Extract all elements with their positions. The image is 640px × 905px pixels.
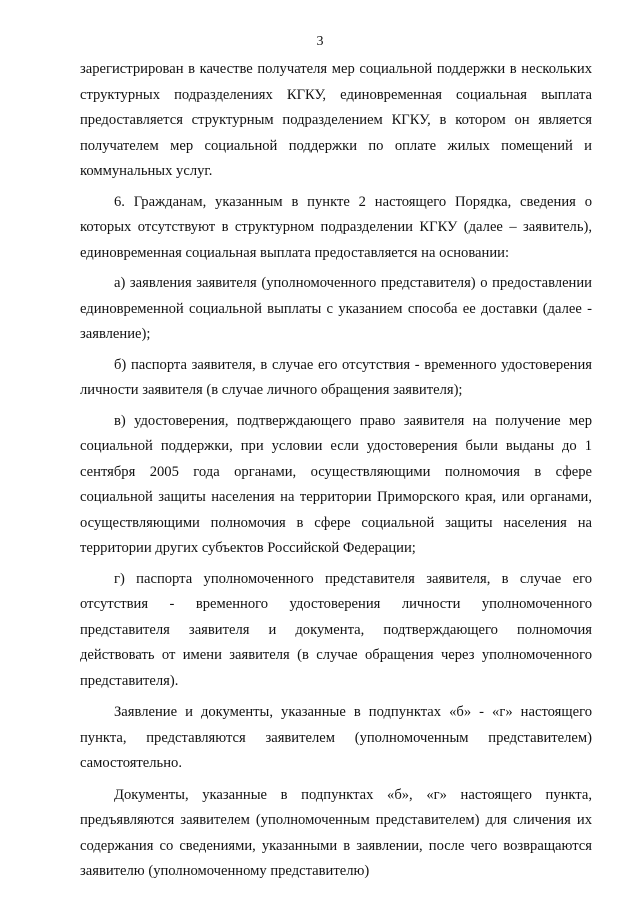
- paragraph-subitem-g: г) паспорта уполномоченного представителя заявителя, в случае его отсутствия - временного удостоверения личности уполномоченного представителя заявителя и документа, подтверждающего полномочия действовать от имени заявителя (в случае обращения через уполномоченного представителя).: [80, 570, 592, 689]
- paragraph-subitem-b: б) паспорта заявителя, в случае его отсутствия - временного удостоверения личности заявителя (в случае личного обращения заявителя);: [80, 356, 592, 398]
- paragraph-documents-submission: Заявление и документы, указанные в подпунктах «б» - «г» настоящего пункта, представляются заявителем (уполномоченным представителем) самостоятельно.: [80, 704, 592, 771]
- paragraph-item-6: 6. Гражданам, указанным в пункте 2 настоящего Порядка, сведения о которых отсутствуют в структурном подразделении КГКУ (далее – заявитель), единовременная социальная выплата предоставляется на основании:: [80, 193, 592, 261]
- paragraph-continuation: зарегистрирован в качестве получателя мер социальной поддержки в нескольких структурных подразделениях КГКУ, единовременная социальная выплата предоставляется структурным подразделением КГКУ, в котором он является получателем мер социальной поддержки по оплате жилых помещений и коммунальных услуг.: [80, 61, 592, 179]
- paragraph-subitem-a: а) заявления заявителя (уполномоченного представителя) о предоставлении единовременной социальной выплаты с указанием способа ее доставки (далее - заявление);: [80, 275, 592, 342]
- page-number: 3: [316, 34, 324, 49]
- paragraph-documents-return: Документы, указанные в подпунктах «б», «г» настоящего пункта, предъявляются заявителем (уполномоченным представителем) для сличения их содержания со сведениями, указанными в заявлении, после чего возвращаются заявителю (уполномоченному представителю): [80, 786, 592, 879]
- document-body: [80, 57, 592, 885]
- paragraph-subitem-v: в) удостоверения, подтверждающего право заявителя на получение мер социальной поддержки, при условии если удостоверения были выданы до 1 сентября 2005 года органами, осуществляющими полномочия в сфере социальной защиты населения на территории Приморского края, или органами, осуществляющими полномочия в сфере социальной защиты населения на территории других субъектов Российской Федерации;: [80, 412, 592, 556]
